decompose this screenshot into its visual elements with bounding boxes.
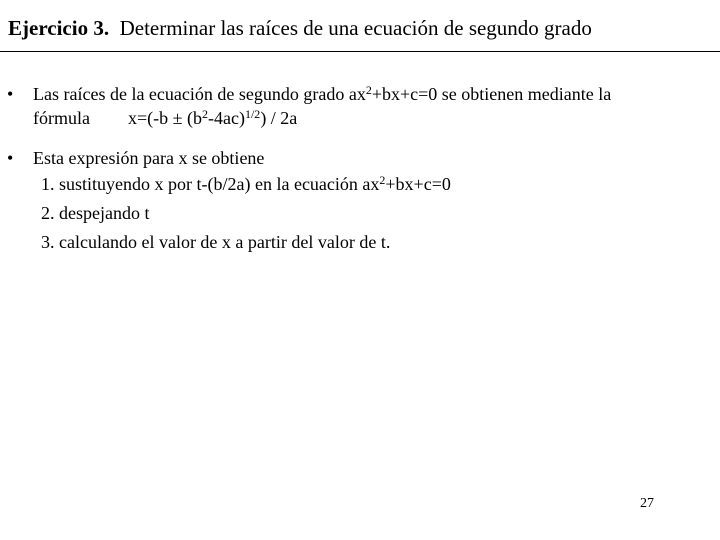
bullet-formula-text: [33, 82, 703, 130]
quadratic-formula-part: x=(-b ± (b: [127, 108, 202, 128]
derivation-step-1: [33, 170, 703, 199]
formula-intro-text-end: +bx+c=0 se obtienen mediante la: [371, 84, 612, 104]
quadratic-formula-part: -4ac): [208, 108, 245, 128]
derivation-step-3: 3. calculando el valor de x a partir del valor de t.: [41, 232, 391, 252]
title-divider: [0, 51, 720, 52]
exponent: 1/2: [244, 107, 261, 121]
page-number: 27: [640, 496, 654, 511]
slide-title: [8, 14, 592, 42]
formula-intro-text: Las raíces de la ecuación de segundo grado ax: [33, 84, 366, 104]
exercise-number: Ejercicio 3.: [8, 16, 110, 40]
derivation-intro: Esta expresión para x se obtiene: [33, 148, 265, 168]
exponent: 2: [202, 107, 208, 121]
title-text: Determinar las raíces de una ecuación de segundo grado: [119, 16, 592, 40]
quadratic-formula-part: ) / 2a: [260, 108, 298, 128]
exponent: 2: [365, 83, 372, 97]
exponent: 2: [379, 173, 386, 187]
step-1-text-end: +bx+c=0: [385, 174, 451, 194]
bullet-derivation-text: [33, 146, 703, 257]
bullet-formula-line-2: [33, 106, 703, 130]
step-1-text: 1. sustituyendo x por t-(b/2a) en la ecuación ax: [41, 174, 380, 194]
bullet-formula-line-1: [33, 82, 703, 106]
bullet-marker: •: [7, 84, 14, 104]
formula-label: fórmula: [33, 108, 90, 128]
derivation-step-2: 2. despejando t: [41, 203, 150, 223]
bullet-marker: •: [7, 148, 14, 168]
